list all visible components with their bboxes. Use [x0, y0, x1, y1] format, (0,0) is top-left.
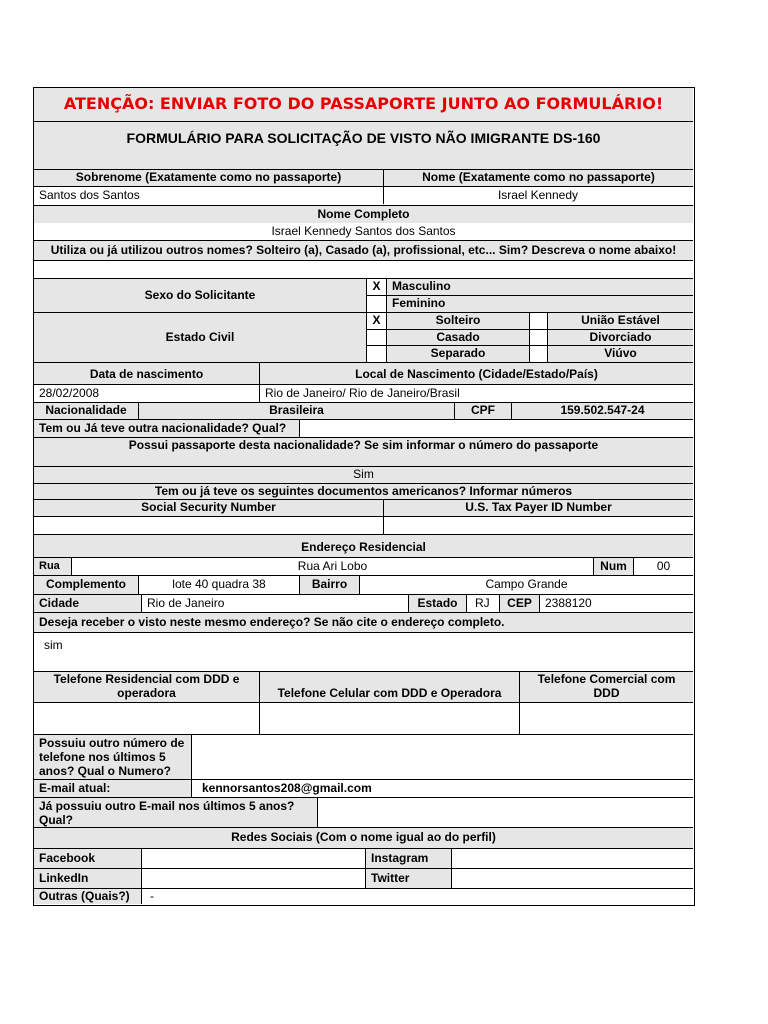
cep-label: CEP: [499, 594, 539, 612]
other-nationality-label: Tem ou Já teve outra nacionalidade? Qual?: [34, 419, 299, 437]
sex-female-label: Feminino: [386, 295, 693, 312]
civil-married-label: Casado: [386, 329, 529, 345]
sex-female-checkbox[interactable]: [366, 295, 386, 312]
street-field[interactable]: Rua Ari Lobo: [71, 557, 593, 575]
state-label: Estado: [408, 594, 466, 612]
birth-place-label: Local de Nascimento (Cidade/Estado/País): [259, 362, 693, 384]
cpf-field[interactable]: 159.502.547-24: [511, 402, 693, 419]
surname-field[interactable]: Santos dos Santos: [34, 186, 383, 204]
other-nationality-field[interactable]: [299, 419, 693, 437]
others-label: Outras (Quais?): [34, 888, 141, 904]
passport-question-label: Possui passaporte desta nacionalidade? Se sim informar o número do passaporte: [34, 437, 693, 466]
work-phone-field[interactable]: [519, 702, 693, 734]
civil-divorced-checkbox[interactable]: [529, 329, 547, 345]
other-email-field[interactable]: [317, 797, 693, 827]
city-label: Cidade: [34, 594, 141, 612]
district-label: Bairro: [299, 575, 359, 594]
full-name-label: Nome Completo: [34, 205, 693, 223]
twitter-label: Twitter: [365, 868, 451, 888]
birth-date-field[interactable]: 28/02/2008: [34, 384, 259, 402]
other-email-label: Já possuiu outro E-mail nos últimos 5 anos? Qual?: [34, 797, 317, 827]
form-title: FORMULÁRIO PARA SOLICITAÇÃO DE VISTO NÃO IMIGRANTE DS-160: [34, 121, 693, 169]
tax-id-field[interactable]: [383, 516, 693, 534]
state-field[interactable]: RJ: [466, 594, 499, 612]
civil-married-checkbox[interactable]: [366, 329, 386, 345]
others-field[interactable]: -: [141, 888, 693, 904]
given-name-label: Nome (Exatamente como no passaporte): [383, 169, 693, 186]
email-field[interactable]: kennorsantos208@gmail.com: [191, 779, 693, 797]
full-name-field[interactable]: Israel Kennedy Santos dos Santos: [271, 223, 456, 238]
sex-male-checkbox[interactable]: X: [366, 278, 386, 295]
given-name-field[interactable]: Israel Kennedy: [383, 186, 693, 204]
cpf-label: CPF: [454, 402, 511, 419]
other-phone-field[interactable]: [191, 734, 693, 779]
num-label: Num: [593, 557, 633, 575]
instagram-label: Instagram: [365, 848, 451, 868]
tax-id-label: U.S. Tax Payer ID Number: [383, 499, 693, 516]
civil-single-checkbox[interactable]: X: [366, 312, 386, 329]
linkedin-label: LinkedIn: [34, 868, 141, 888]
civil-separated-checkbox[interactable]: [366, 345, 386, 362]
twitter-field[interactable]: [451, 868, 693, 888]
visa-form: [33, 87, 695, 906]
ssn-field[interactable]: [34, 516, 383, 534]
attention-banner: ATENÇÃO: ENVIAR FOTO DO PASSAPORTE JUNTO AO FORMULÁRIO!: [34, 88, 693, 121]
civil-single-label: Solteiro: [386, 312, 529, 329]
civil-status-label: Estado Civil: [34, 312, 366, 362]
work-phone-label: Telefone Comercial com DDD: [519, 671, 693, 702]
other-phone-label: Possuiu outro número de telefone nos últimos 5 anos? Qual o Numero?: [34, 734, 191, 779]
city-field[interactable]: Rio de Janeiro: [141, 594, 408, 612]
mobile-phone-field[interactable]: [259, 702, 519, 734]
mobile-phone-label: Telefone Celular com DDD e Operadora: [259, 671, 519, 702]
civil-widowed-checkbox[interactable]: [529, 345, 547, 362]
nationality-label: Nacionalidade: [34, 402, 138, 419]
home-phone-field[interactable]: [34, 702, 259, 734]
visa-address-field[interactable]: sim: [34, 632, 693, 671]
birth-date-label: Data de nascimento: [34, 362, 259, 384]
civil-stable-checkbox[interactable]: [529, 312, 547, 329]
complement-label: Complemento: [34, 575, 138, 594]
civil-divorced-label: Divorciado: [547, 329, 693, 345]
other-names-label: Utiliza ou já utilizou outros nomes? Solteiro (a), Casado (a), profissional, etc... Sim? Descreva o nome abaixo!: [34, 240, 693, 260]
email-label: E-mail atual:: [34, 779, 191, 797]
num-field[interactable]: 00: [633, 557, 693, 575]
linkedin-field[interactable]: [141, 868, 365, 888]
sex-label: Sexo do Solicitante: [34, 278, 366, 312]
surname-label: Sobrenome (Exatamente como no passaporte): [34, 169, 383, 186]
other-names-field[interactable]: [34, 260, 693, 278]
visa-address-label: Deseja receber o visto neste mesmo endereço? Se não cite o endereço completo.: [34, 612, 693, 632]
nationality-field[interactable]: Brasileira: [138, 402, 454, 419]
street-label: Rua: [34, 557, 71, 575]
passport-field[interactable]: Sim: [34, 466, 693, 483]
birth-place-field[interactable]: Rio de Janeiro/ Rio de Janeiro/Brasil: [259, 384, 693, 402]
facebook-field[interactable]: [141, 848, 365, 868]
complement-field[interactable]: lote 40 quadra 38: [138, 575, 299, 594]
instagram-field[interactable]: [451, 848, 693, 868]
district-field[interactable]: Campo Grande: [359, 575, 693, 594]
home-phone-label: Telefone Residencial com DDD e operadora: [34, 671, 259, 702]
social-label: Redes Sociais (Com o nome igual ao do perfil): [34, 827, 693, 848]
civil-separated-label: Separado: [386, 345, 529, 362]
us-documents-label: Tem ou já teve os seguintes documentos americanos? Informar números: [34, 483, 693, 499]
civil-widowed-label: Viúvo: [547, 345, 693, 362]
facebook-label: Facebook: [34, 848, 141, 868]
ssn-label: Social Security Number: [34, 499, 383, 516]
civil-stable-label: União Estável: [547, 312, 693, 329]
cep-field[interactable]: 2388120: [539, 594, 693, 612]
sex-male-label: Masculino: [386, 278, 693, 295]
address-label: Endereço Residencial: [34, 534, 693, 557]
